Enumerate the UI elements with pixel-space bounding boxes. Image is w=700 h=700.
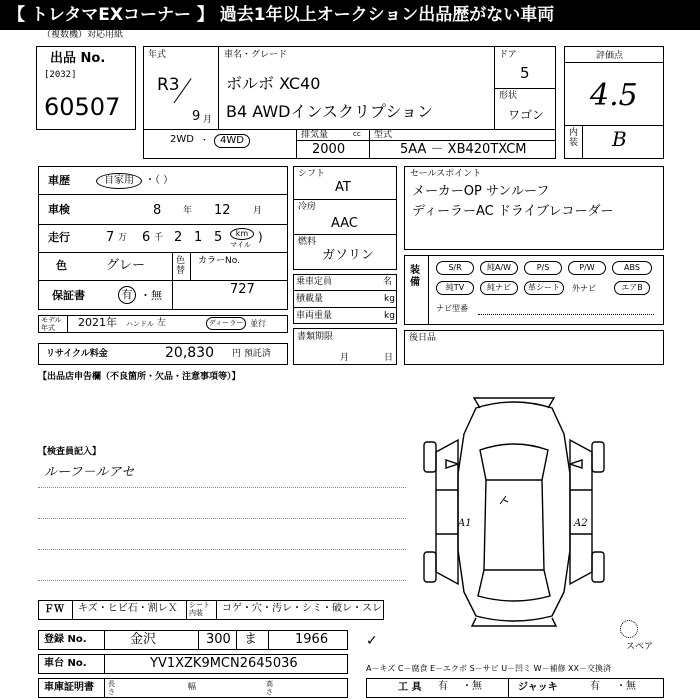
equip-tv: 純TV	[436, 281, 474, 295]
drive-4wd: 4WD	[214, 134, 250, 148]
score-label: 評価点	[596, 51, 624, 61]
mileage-d2: 6	[142, 230, 151, 245]
drive-sep: ・	[200, 136, 210, 146]
equip-extnavi: 外ナビ	[572, 284, 596, 293]
ac-label: 冷房	[298, 202, 317, 212]
model-value: 5AA － XB420TXCM	[400, 142, 527, 157]
mileage-d5: 5	[214, 230, 223, 245]
seat-label: シート内装	[189, 601, 210, 617]
after-label: 後日品	[409, 333, 437, 343]
mileage-mile: マイル	[230, 241, 251, 249]
car-name: ボルボ XC40	[226, 74, 321, 93]
mileage-paren: )	[258, 230, 263, 244]
equip-airbag: エアB	[614, 281, 650, 295]
warranty-no: ・無	[140, 289, 162, 302]
reg-label: 登録 No.	[44, 634, 87, 645]
inspector-label: 【検査員記入】	[38, 447, 102, 457]
model-label: 型式	[374, 130, 393, 140]
subnote: （複数機）対応用紙	[42, 30, 124, 40]
car-grade: B4 AWDインスクリプション	[226, 102, 434, 121]
recycle-label: リサイクル料金	[46, 349, 108, 359]
chassis-value: YV1XZK9MCN2645036	[150, 656, 298, 671]
shape-label: 形状	[499, 91, 518, 101]
reg-num: 1966	[295, 632, 329, 647]
warranty-label: 保証書	[52, 289, 85, 302]
jack-label: ジャッキ	[518, 682, 558, 693]
inspection-month-unit: 月	[253, 206, 263, 216]
shape-value: ワゴン	[508, 108, 545, 122]
color-value: グレー	[106, 258, 146, 273]
spare-label: スペア	[626, 642, 654, 652]
mileage-d4: 1	[194, 230, 203, 245]
inspector-note: ルーフ－ルアセ	[44, 465, 135, 480]
mileage-label: 走行	[48, 231, 70, 244]
equip-sr: S/R	[436, 261, 474, 275]
navi-model-label: ナビ型番	[436, 304, 468, 313]
score-value: 4.5	[590, 78, 638, 113]
sales-line1: メーカーOP サンルーフ	[412, 184, 550, 199]
jack-yes: 有	[590, 681, 600, 692]
fw-label: ＦＷ	[44, 604, 64, 615]
year-era: R3	[157, 75, 180, 95]
weight-label: 車両重量	[296, 311, 333, 321]
import-option: 並行	[250, 319, 266, 328]
equip-navi: 純ナビ	[480, 281, 518, 295]
inspection-year-unit: 年	[183, 206, 193, 216]
disp-unit: cc	[353, 130, 361, 138]
equipment-label: 装備	[410, 265, 420, 288]
doc-unit2: 日	[384, 353, 394, 363]
mileage-km: km	[230, 228, 254, 240]
dealer-option: ディーラー	[206, 317, 246, 330]
sales-label: セールスポイント	[410, 169, 482, 179]
capacity-unit: 名	[383, 277, 393, 287]
color-label: 色	[56, 259, 67, 272]
year-month: 9	[192, 109, 201, 124]
doors-value: 5	[520, 64, 530, 82]
fw-text: キズ・ヒビ石・割レＸ	[78, 603, 178, 614]
tools-label: 工 具	[398, 682, 422, 693]
equip-ps: P/S	[524, 261, 562, 275]
car-label: 車名・グレード	[224, 50, 288, 60]
seat-text: コゲ・穴・汚レ・シミ・破レ・スレ	[222, 603, 382, 614]
capacity-label: 乗車定員	[296, 277, 333, 287]
history-label: 車歴	[48, 174, 70, 187]
chassis-label: 車台 No.	[44, 658, 87, 669]
diagram-mark-a1: A1	[458, 518, 472, 529]
inspection-label: 車検	[48, 203, 70, 216]
warranty-yes: 有	[118, 286, 136, 304]
model-year-value: 2021年	[78, 316, 117, 329]
shift-value: AT	[335, 180, 351, 195]
spare-circle	[620, 620, 638, 638]
tools-no: ・無	[462, 681, 482, 692]
mileage-d1: 7	[106, 230, 115, 245]
handle-label: ハンドル	[126, 320, 154, 328]
reg-area: 金沢	[130, 632, 157, 647]
inspection-month: 12	[214, 203, 231, 218]
history-rest: ・（ ）	[145, 175, 174, 186]
equip-leather: 革シート	[524, 281, 564, 295]
year-label: 年式	[148, 50, 167, 60]
sales-line2: ディーラーAC ドライブレコーダー	[412, 204, 614, 219]
fuel-value: ガソリン	[322, 248, 375, 263]
color-change: 色替	[176, 256, 186, 276]
mileage-u1: 万	[118, 233, 128, 243]
dealer-notes-label: 【出品店申告欄（不良箇所・欠品・注意事項等）】	[38, 372, 241, 382]
lot-label: 出品 No.	[50, 51, 106, 66]
lot-number: 60507	[44, 93, 121, 121]
shift-label: シフト	[298, 169, 326, 179]
interior-label: 内装	[569, 128, 579, 148]
load-unit: kg	[384, 294, 395, 304]
banner-text: 【 トレタマEXコーナー 】 過去1年以上オークション出品歴がない車両	[8, 5, 555, 25]
tools-yes: 有	[438, 681, 448, 692]
lot-tag: [2032]	[44, 70, 77, 80]
inspection-year: 8	[153, 203, 162, 218]
disp-label: 排気量	[301, 130, 329, 140]
disp-value: 2000	[312, 142, 346, 157]
doc-label: 書類期限	[297, 332, 334, 342]
ac-value: AAC	[331, 216, 358, 231]
handle-value: 左	[157, 318, 167, 328]
damage-legend: A－キズ C－腐食 E－エクボ S－サビ U－凹ミ W－補修 XX－交換済	[366, 664, 612, 673]
interior-value: B	[612, 127, 627, 151]
mileage-d3: 2	[174, 230, 183, 245]
weight-unit: kg	[384, 311, 395, 321]
color-code-label: カラーNo.	[198, 256, 240, 266]
equip-pw: P/W	[568, 261, 606, 275]
diagram-mark-a2: A2	[574, 518, 588, 529]
cert-height: 高さ	[266, 680, 273, 696]
drive-2wd: 2WD	[170, 134, 194, 145]
equip-aw: 純A/W	[480, 261, 518, 275]
cert-label: 車庫証明書	[44, 682, 94, 693]
recycle-unit: 円 預託済	[232, 349, 271, 359]
jack-no: ・無	[616, 681, 636, 692]
car-diagram	[414, 394, 614, 630]
cert-len: 長さ	[108, 680, 115, 696]
reg-kana: ま	[244, 632, 258, 647]
mileage-u2: 千	[154, 233, 164, 243]
model-year-label: モデル年式	[41, 316, 62, 332]
check-mark: ✓	[366, 633, 378, 649]
history-private: 自家用	[96, 173, 142, 189]
doc-unit: 月	[340, 353, 350, 363]
recycle-value: 20,830	[165, 345, 214, 361]
fuel-label: 燃料	[298, 237, 317, 247]
color-code: 727	[230, 282, 255, 297]
reg-class: 300	[206, 632, 231, 647]
load-label: 積載量	[296, 294, 324, 304]
doors-label: ドア	[499, 50, 517, 60]
after-box	[404, 330, 664, 365]
equip-abs: ABS	[612, 261, 652, 275]
cert-width: 幅	[188, 682, 196, 691]
year-month-unit: 月	[203, 115, 213, 125]
